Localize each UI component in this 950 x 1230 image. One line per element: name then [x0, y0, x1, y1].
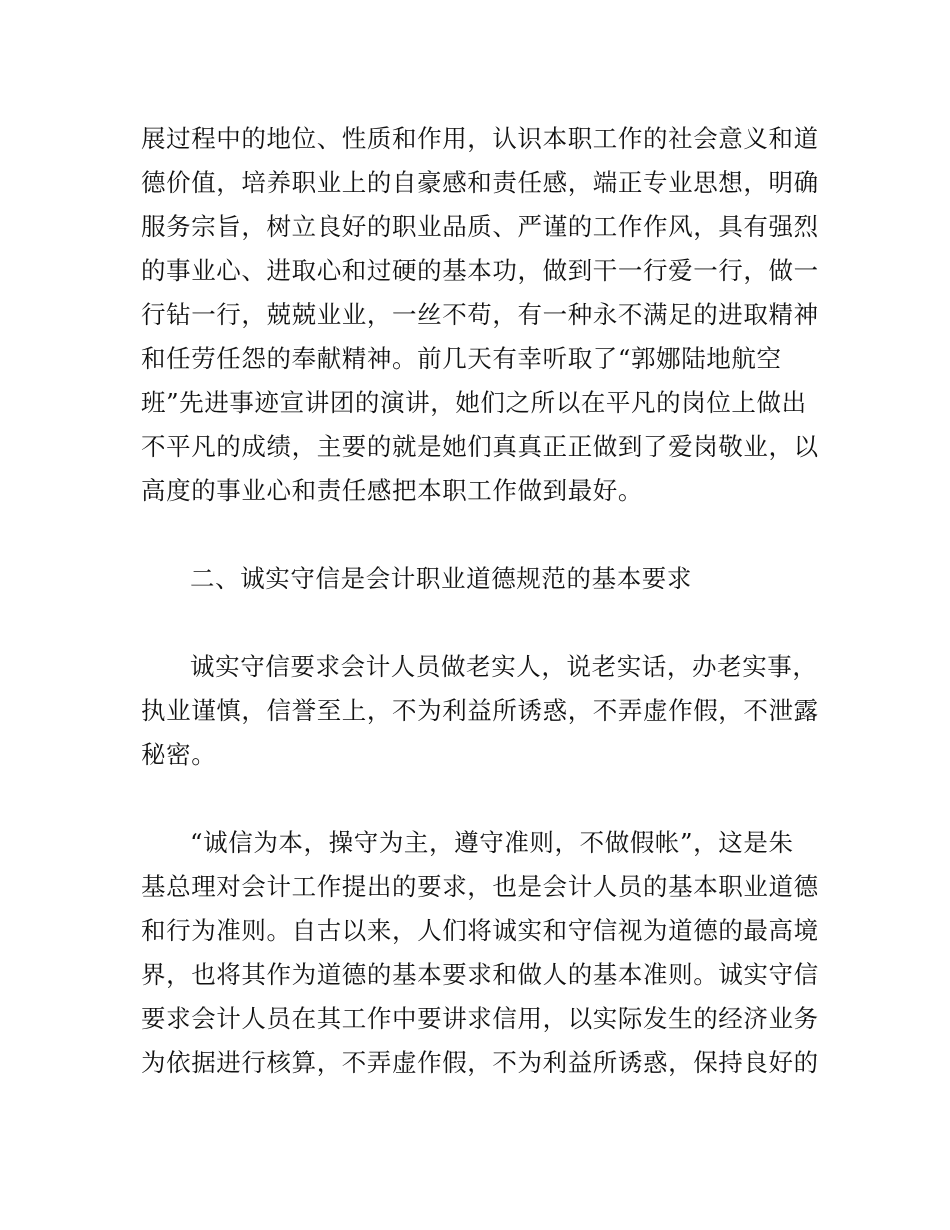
paragraph-line: 为依据进行核算，不弄虚作假，不为利益所诱惑，保持良好的 [141, 1048, 819, 1077]
paragraph-line: 展过程中的地位、性质和作用，认识本职工作的社会意义和道 [141, 124, 819, 153]
paragraph-line: 行钻一行，兢兢业业，一丝不苟，有一种永不满足的进取精神 [141, 300, 819, 329]
paragraph-line: 班”先进事迹宣讲团的演讲，她们之所以在平凡的岗位上做出 [141, 388, 807, 417]
paragraph-line: 德价值，培养职业上的自豪感和责任感，端正专业思想，明确 [141, 168, 819, 197]
paragraph-line: 基总理对会计工作提出的要求，也是会计人员的基本职业道德 [141, 872, 819, 901]
paragraph-line: 和行为准则。自古以来，人们将诚实和守信视为道德的最高境 [141, 916, 819, 945]
paragraph-line: 执业谨慎，信誉至上，不为利益所诱惑，不弄虚作假，不泄露 [141, 696, 819, 725]
paragraph-line: “诚信为本，操守为主，遵守准则，不做假帐”，这是朱 [190, 828, 794, 857]
paragraph-line: 的事业心、进取心和过硬的基本功，做到干一行爱一行，做一 [141, 256, 819, 285]
paragraph-line: 和任劳任怨的奉献精神。前几天有幸听取了“郭娜陆地航空 [141, 344, 782, 373]
section-heading: 二、诚实守信是会计职业道德规范的基本要求 [190, 564, 692, 593]
paragraph-line: 要求会计人员在其工作中要讲求信用，以实际发生的经济业务 [141, 1004, 819, 1033]
paragraph-line: 界，也将其作为道德的基本要求和做人的基本准则。诚实守信 [141, 960, 819, 989]
paragraph-line: 诚实守信要求会计人员做老实人，说老实话，办老实事， [190, 652, 818, 681]
paragraph-line: 秘密。 [141, 740, 217, 769]
paragraph-line: 高度的事业心和责任感把本职工作做到最好。 [141, 476, 643, 505]
paragraph-line: 不平凡的成绩，主要的就是她们真真正正做到了爱岗敬业，以 [141, 432, 819, 461]
paragraph-line: 服务宗旨，树立良好的职业品质、严谨的工作作风，具有强烈 [141, 212, 819, 241]
